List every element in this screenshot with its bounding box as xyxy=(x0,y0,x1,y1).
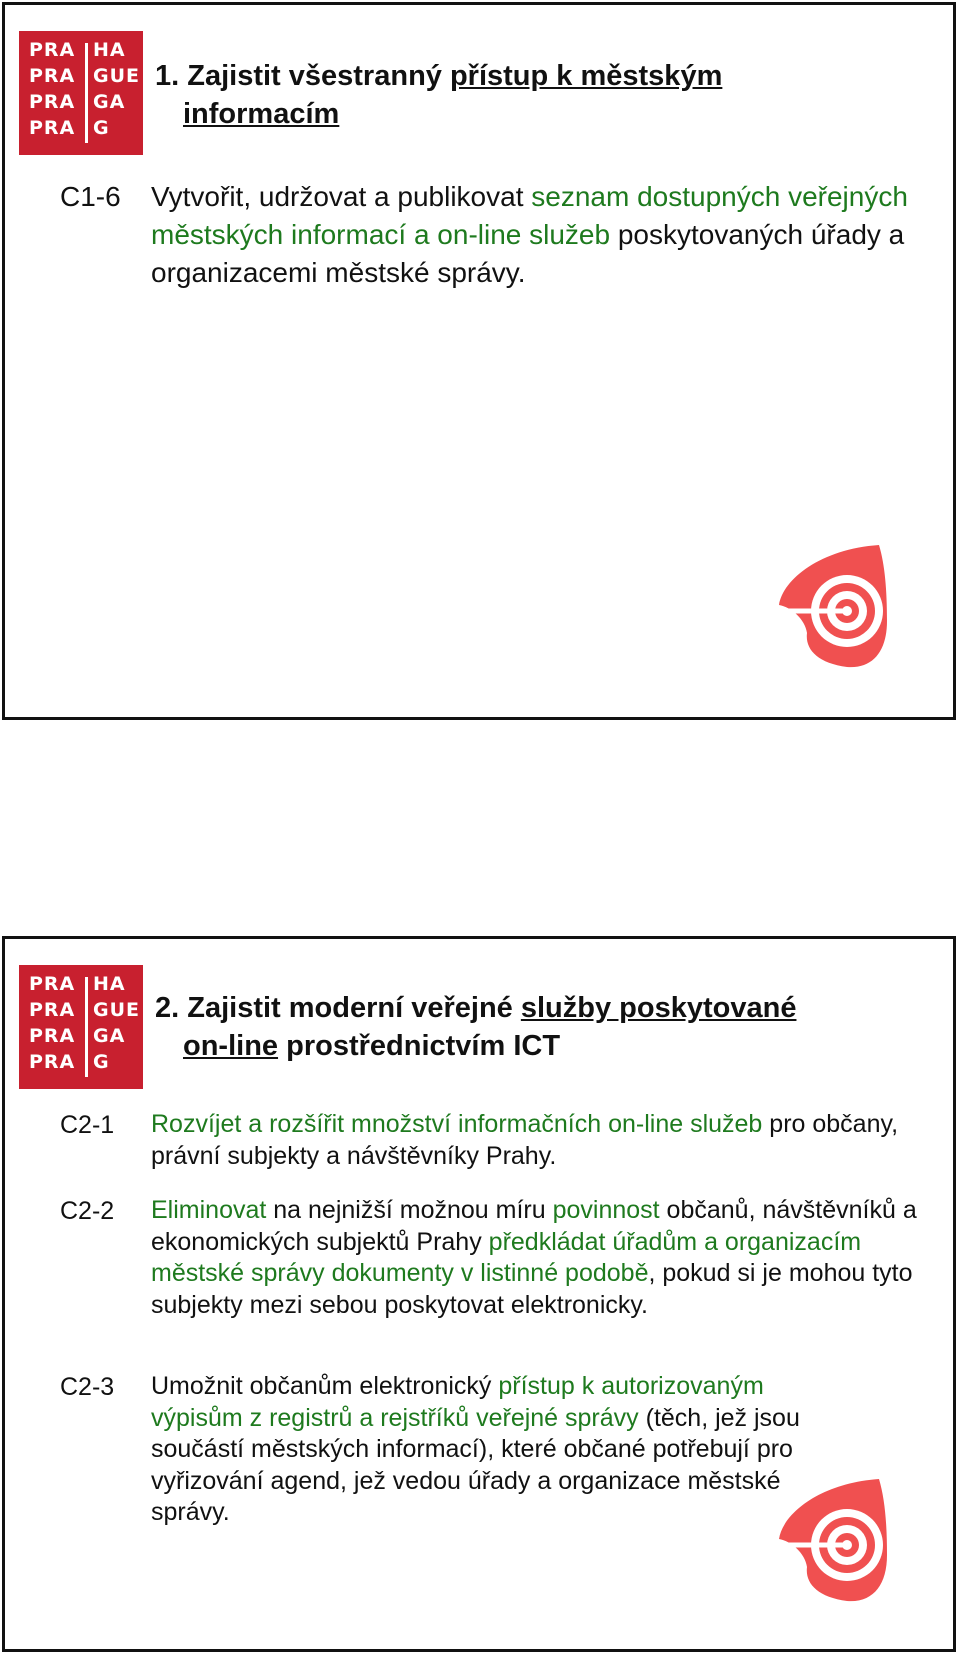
title-underlined: služby poskytované xyxy=(520,992,797,1024)
target-icon xyxy=(761,1475,891,1605)
logo-divider xyxy=(85,977,88,1077)
title-underlined: přístup k městským xyxy=(449,60,723,92)
logo-text: GA xyxy=(93,91,126,113)
logo-text: PRA xyxy=(29,65,76,87)
logo-text: HA xyxy=(93,39,126,61)
item-code: C2-3 xyxy=(60,1373,115,1401)
title-text: prostřednictvím ICT xyxy=(278,1030,561,1062)
logo-text: PRA xyxy=(29,39,76,61)
slide-title xyxy=(155,989,935,1065)
item-code: C2-1 xyxy=(60,1111,115,1139)
text-run: Vytvořit, udržovat a publikovat xyxy=(151,181,532,212)
text-run: , pokud si je mohou tyto subjekty mezi sebou poskytovat elektronicky. xyxy=(151,1259,913,1319)
highlight-text: povinnost xyxy=(552,1196,660,1224)
logo-text: PRA xyxy=(29,1025,76,1047)
item-code: C2-2 xyxy=(60,1197,115,1225)
logo-text: PRA xyxy=(29,117,76,139)
logo-divider xyxy=(85,43,88,143)
logo-text: G xyxy=(93,1051,110,1073)
item-text xyxy=(151,1195,921,1321)
highlight-text: přístup k autorizovaným výpisům z registrů a rejstříků veřejné správy xyxy=(151,1372,764,1432)
highlight-text: Rozvíjet a rozšířit množství informačních on-line služeb xyxy=(151,1110,763,1138)
text-run: poskytovaných úřady a organizacemi městské správy. xyxy=(151,219,905,288)
slide-2 xyxy=(2,936,956,1652)
logo-text: GUE xyxy=(93,999,141,1021)
logo-text: PRA xyxy=(29,973,76,995)
praha-logo xyxy=(19,965,143,1089)
title-underlined: on-line xyxy=(183,1030,279,1062)
praha-logo xyxy=(19,31,143,155)
highlight-text: seznam dostupných veřejných městských informací a on-line služeb xyxy=(151,181,908,250)
item-text xyxy=(151,1109,921,1172)
logo-text: G xyxy=(93,117,110,139)
slide-title xyxy=(155,57,915,133)
logo-text: PRA xyxy=(29,999,76,1021)
slide-1 xyxy=(2,2,956,720)
target-icon xyxy=(761,541,891,671)
item-text xyxy=(151,1371,841,1529)
logo-text: HA xyxy=(93,973,126,995)
title-number: 1. xyxy=(155,60,180,92)
item-code: C1-6 xyxy=(60,181,121,212)
logo-text: PRA xyxy=(29,1051,76,1073)
highlight-text: Eliminovat xyxy=(151,1196,267,1224)
title-number: 2. xyxy=(155,992,180,1024)
item-text xyxy=(151,178,911,292)
text-run: Umožnit občanům elektronický xyxy=(151,1372,499,1400)
title-text: Zajistit všestranný xyxy=(187,60,450,92)
logo-text: GUE xyxy=(93,65,141,87)
title-underlined: informacím xyxy=(183,98,340,130)
text-run: na nejnižší možnou míru xyxy=(266,1196,553,1224)
text-run: (těch, jež jsou součástí městských informací), které občané potřebují pro vyřizování agend, jež vedou úřady a organizace městské správy. xyxy=(151,1403,800,1526)
logo-text: PRA xyxy=(29,91,76,113)
logo-text: GA xyxy=(93,1025,126,1047)
highlight-text: předkládat úřadům a organizacím městské správy dokumenty v listinné podobě xyxy=(151,1227,862,1287)
text-run: pro občany, právní subjekty a návštěvníky Prahy. xyxy=(151,1110,899,1170)
title-text: Zajistit moderní veřejné xyxy=(187,992,521,1024)
text-run: občanů, návštěvníků a ekonomických subjektů Prahy xyxy=(151,1196,917,1256)
